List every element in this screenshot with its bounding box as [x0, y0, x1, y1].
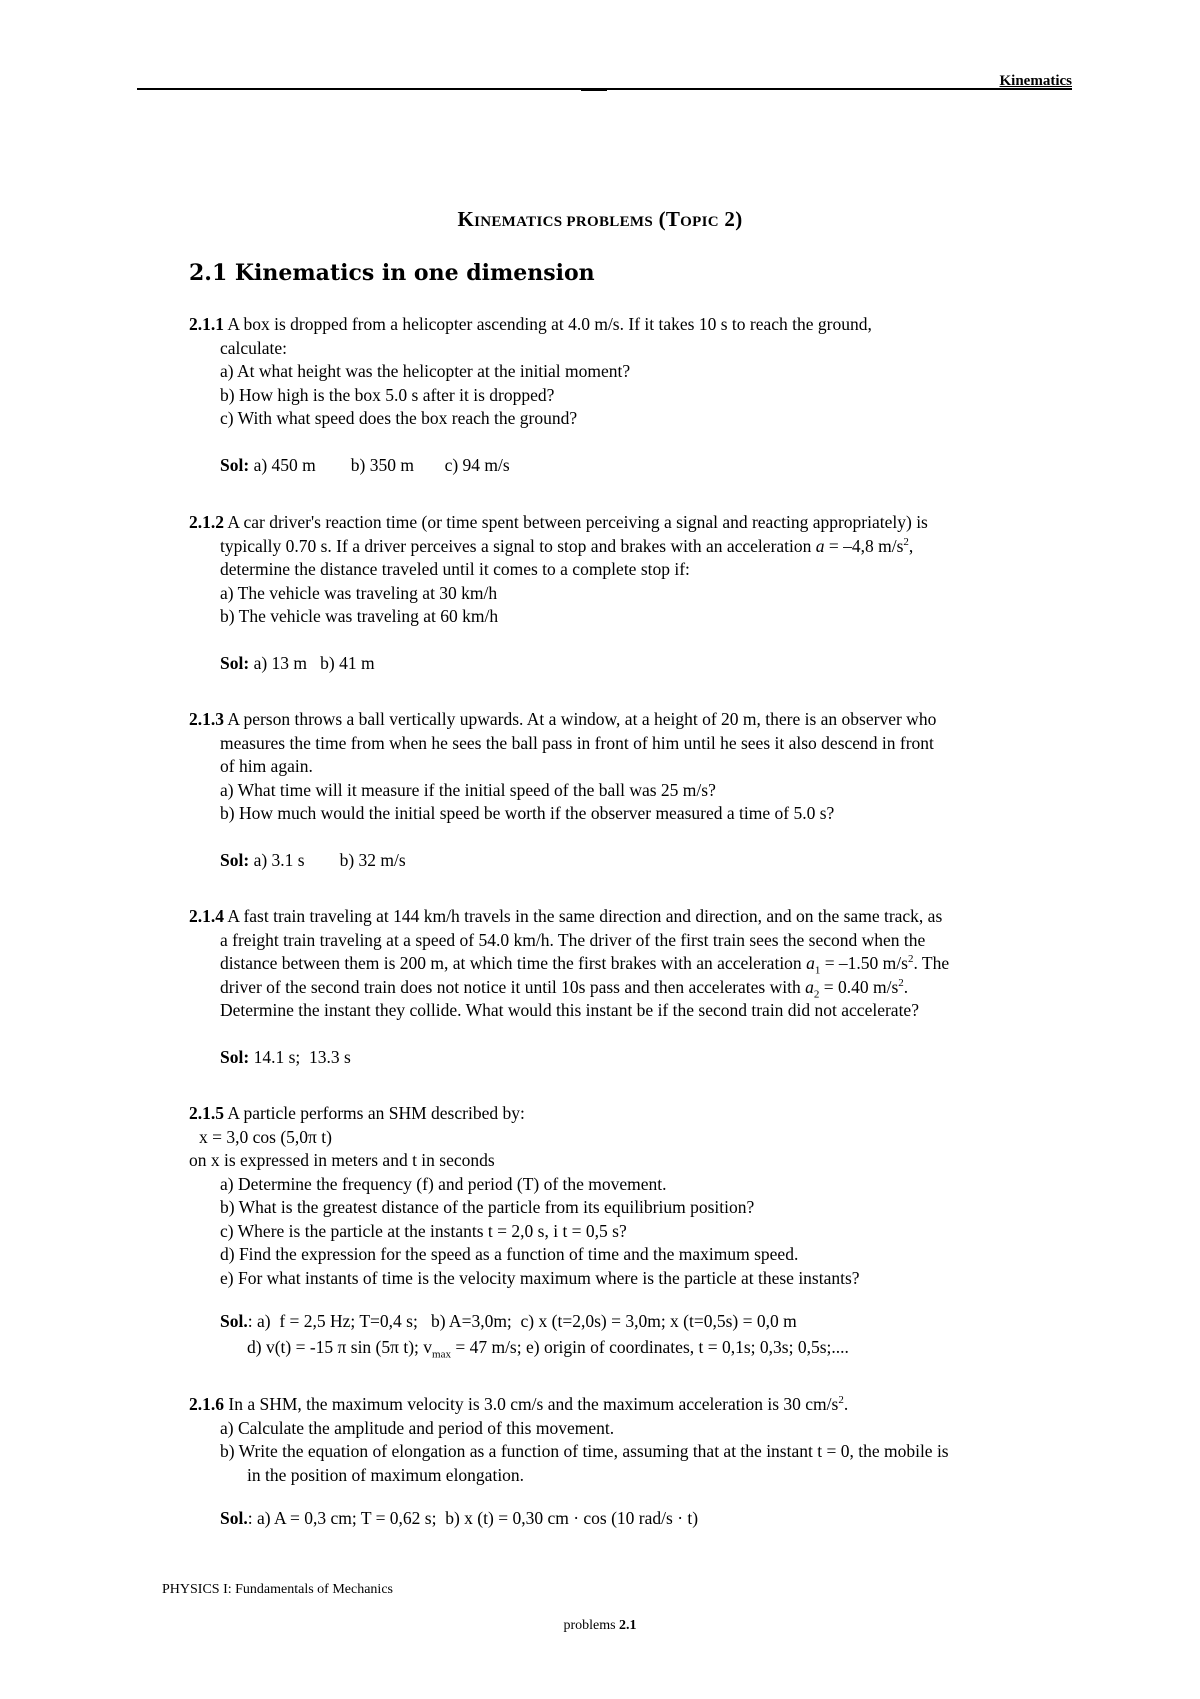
question-b: b) The vehicle was traveling at 60 km/h [220, 606, 499, 626]
question-b: b) How high is the box 5.0 s after it is dropped? [220, 384, 555, 405]
problem-line: determine the distance traveled until it comes to a complete stop if: [220, 559, 690, 579]
header-rule-mark [581, 88, 607, 91]
question-a: a) Calculate the amplitude and period of this movement. [220, 1417, 615, 1438]
problem-line: distance between them is 200 m, at which time the first brakes with an acceleration $a_1 = -1.50$ $m/s^2$. The [220, 953, 950, 977]
equation: x = 3,0 cos (5,0π t) [199, 1126, 332, 1147]
running-header: Kinematics [999, 73, 1072, 89]
problem-statement: 2.1.2 A car driver's reaction time (or time spent between perceiving a signal and reacting appropriately) is [189, 512, 928, 532]
problem-line: in the position of maximum elongation. [247, 1464, 525, 1485]
question-e: e) For what instants of time is the velocity maximum where is the particle at these instants? [220, 1267, 860, 1288]
solution: Sol: 14.1 s; 13.3 s [220, 1046, 351, 1067]
question-b: b) What is the greatest distance of the particle from its equilibrium position? [220, 1197, 755, 1217]
problem-line: calculate: [220, 337, 288, 358]
solution: Sol: a) 450 m b) 350 m c) 94 m/s [220, 454, 510, 475]
question-a: a) Determine the frequency (f) and period (T) of the movement. [220, 1173, 667, 1194]
problem-2-1-3 [189, 708, 1069, 872]
problem-line: driver of the second train does not notice it until 10s pass and then accelerates with $a_2 = 0.40$ $m/s^2$. [220, 976, 909, 1000]
problem-statement: 2.1.4 A fast train traveling at 144 km/h travels in the same direction and direction, and on the same track, as [189, 906, 943, 926]
footer-page-number: problems 2.1 [563, 1618, 637, 1633]
problem-statement: 2.1.1 A box is dropped from a helicopter ascending at 4.0 m/s. If it takes 10 s to reach the ground, [189, 314, 872, 334]
problem-line: Determine the instant they collide. What would this instant be if the second train did not accelerate? [220, 1000, 919, 1020]
question-a: a) The vehicle was traveling at 30 km/h [220, 582, 498, 603]
problem-line: of him again. [220, 756, 313, 776]
problem-statement: 2.1.5 A particle performs an SHM described by: [189, 1103, 525, 1123]
solution: Sol: a) 3.1 s b) 32 m/s [220, 849, 406, 870]
footer-course-title: PHYSICS I: Fundamentals of Mechanics [162, 1582, 393, 1597]
question-a: a) At what height was the helicopter at the initial moment? [220, 361, 631, 381]
problem-2-1-2 [189, 511, 1069, 675]
question-c: c) With what speed does the box reach the ground? [220, 408, 578, 428]
problem-line: typically 0.70 s. If a driver perceives a signal to stop and brakes with an acceleration a = –4,8 $m/s^2$, [220, 535, 914, 556]
question-d: d) Find the expression for the speed as a function of time and the maximum speed. [220, 1244, 799, 1264]
solution: Sol.: a) A = 0,3 cm; T = 0,62 s; b) x (t) = 0,30 cm · cos (10 rad/s · t) [220, 1508, 699, 1528]
question-c: c) Where is the particle at the instants t = 2,0 s, i t = 0,5 s? [220, 1220, 627, 1241]
solution: Sol: a) 13 m b) 41 m [220, 652, 375, 673]
question-b: b) How much would the initial speed be worth if the observer measured a time of 5.0 s? [220, 803, 835, 823]
page-title: KINEMATICS PROBLEMS (TOPIC 2) [457, 207, 743, 231]
problem-line: measures the time from when he sees the ball pass in front of him until he sees it also descend in front [220, 732, 934, 753]
problem-2-1-1 [189, 313, 1069, 477]
problem-statement: 2.1.6 In a SHM, the maximum velocity is 3.0 cm/s and the maximum acceleration is 30 $cm/s^2$. [189, 1394, 849, 1414]
question-b: b) Write the equation of elongation as a function of time, assuming that at the instant t = 0, the mobile is [220, 1441, 949, 1461]
solution: Sol.: a) f = 2,5 Hz; T=0,4 s; b) A=3,0m; c) x (t=2,0s) = 3,0m; x (t=0,5s) = 0,0 m [220, 1311, 797, 1331]
problem-2-1-5 [189, 1102, 1069, 1359]
solution-line: d) v(t) = -15 π sin (5π t); $v_{max} = 47$ m/s; e) origin of coordinates, t = 0,1s; 0,3s; 0,5s;.... [247, 1336, 849, 1360]
section-heading: 2.1 Kinematics in one dimension [189, 260, 595, 286]
problem-2-1-4 [189, 905, 1069, 1069]
question-a: a) What time will it measure if the initial speed of the ball was 25 m/s? [220, 779, 716, 800]
problem-statement: 2.1.3 A person throws a ball vertically upwards. At a window, at a height of 20 m, there is an observer who [189, 709, 937, 729]
problem-line: on x is expressed in meters and t in seconds [189, 1150, 495, 1170]
problem-2-1-6 [189, 1393, 1069, 1531]
problem-line: a freight train traveling at a speed of 54.0 km/h. The driver of the first train sees the second when the [220, 929, 926, 950]
